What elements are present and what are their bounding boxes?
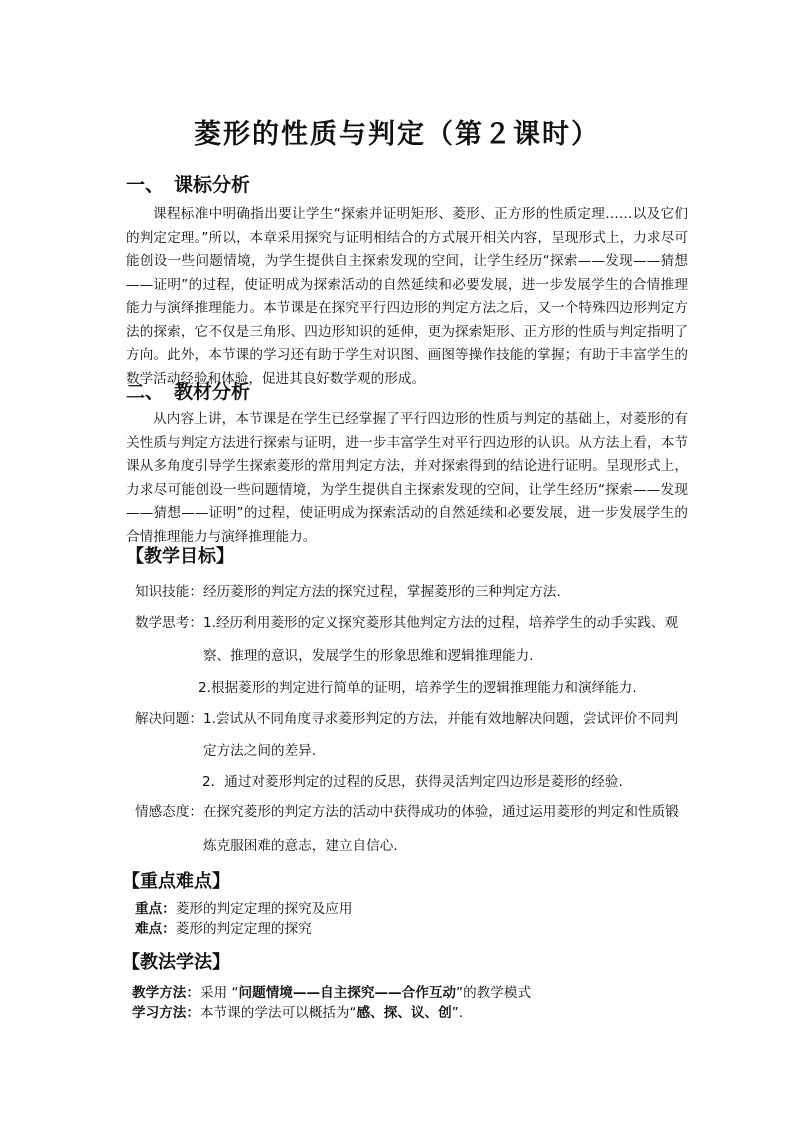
- goal-problem-cont: 定方法之间的差异.: [203, 743, 317, 759]
- teaching-method-row: [132, 983, 531, 1003]
- goal-attitude: [135, 802, 679, 822]
- teaching-method-post: ”的教学模式: [456, 985, 532, 1001]
- goal-thinking: [135, 613, 678, 633]
- page-title: 菱形的性质与判定（第２课时）: [194, 119, 600, 150]
- key-point-text: 菱形的判定定理的探究及应用: [175, 901, 353, 917]
- goal-thinking-cont: 察、推理的意识，发展学生的形象思维和逻辑推理能力.: [203, 648, 534, 664]
- section-title: 教材分析: [174, 381, 251, 403]
- section-heading-textbook: [126, 377, 250, 404]
- section-number: 二、: [126, 381, 165, 403]
- goal-label: 情感态度：: [135, 804, 203, 820]
- goal-problem-2: 2．通过对菱形判定的过程的反思，获得灵活判定四边形是菱形的经验.: [202, 774, 623, 790]
- difficult-point-label: 难点：: [135, 921, 176, 937]
- teaching-method-label: 教学方法：: [132, 985, 200, 1001]
- goals-heading: 【教学目标】: [126, 546, 234, 567]
- goal-knowledge: [135, 582, 561, 602]
- goal-text: 1.尝试从不同角度寻求菱形判定的方法，并能有效地解决问题，尝试评价不同判: [202, 711, 679, 727]
- methods-heading: 【教法学法】: [122, 952, 230, 973]
- goal-attitude-cont: 炼克服困难的意志，建立自信心.: [203, 838, 398, 854]
- section-number: 一、: [126, 174, 165, 196]
- goal-thinking-2: 2.根据菱形的判定进行简单的证明，培养学生的逻辑推理能力和演绎能力.: [198, 680, 637, 696]
- key-point-row: [135, 899, 353, 919]
- textbook-paragraph: 从内容上讲，本节课是在学生已经掌握了平行四边形的性质与判定的基础上，对菱形的有关性质与判定方法进行探索与证明，进一步丰富学生对平行四边形的认识。从方法上看，本节课从多角度引导学生探索菱形的常用判定方法，并对探索得到的结论进行证明。呈现形式上，力求尽可能创设一些问题情境，为学生提供自主探索发现的空间，让学生经历“探索——发现——猜想——证明”的过程，使证明成为探索活动的自然延续和必要发展，进一步发展学生的合情推理能力与演绎推理能力。: [126, 411, 688, 545]
- difficult-point-text: 菱形的判定定理的探究: [175, 921, 312, 937]
- learning-method-post: ”.: [451, 1005, 464, 1021]
- learning-method-pre: 本节课的学法可以概括为“: [199, 1005, 357, 1021]
- goal-text: 1.经历利用菱形的定义探究菱形其他判定方法的过程，培养学生的动手实践、观: [202, 615, 679, 631]
- learning-method-label: 学习方法：: [132, 1005, 200, 1021]
- goal-label: 数学思考：: [135, 615, 203, 631]
- section-heading-curriculum: [126, 170, 250, 197]
- learning-words: 感、探、议、创: [356, 1005, 452, 1021]
- keypoints-heading: 【重点难点】: [122, 871, 230, 892]
- teaching-method-pre: 采用 “: [199, 985, 239, 1001]
- learning-method-row: [132, 1003, 463, 1023]
- goal-text: 在探究菱形的判定方法的活动中获得成功的体验，通过运用菱形的判定和性质锻: [202, 804, 679, 820]
- difficult-point-row: [135, 919, 312, 939]
- goal-label: 解决问题：: [135, 711, 203, 727]
- goal-text: 经历菱形的判定方法的探究过程，掌握菱形的三种判定方法.: [202, 584, 561, 600]
- section-title: 课标分析: [174, 174, 251, 196]
- key-point-label: 重点：: [135, 901, 176, 917]
- goal-label: 知识技能：: [135, 584, 203, 600]
- curriculum-paragraph: 课程标准中明确指出要让学生“探索并证明矩形、菱形、正方形的性质定理……以及它们的判定定理。”所以，本章采用探究与证明相结合的方式展开相关内容，呈现形式上，力求尽可能创设一些问题情境，为学生提供自主探索发现的空间，让学生经历“探索——发现——猜想——证明”的过程，使证明成为探索活动的自然延续和必要发展，进一步发展学生的合情推理能力与演绎推理能力。本节课是在探究平行四边形的判定方法之后，又一个特殊四边形判定方法的探索，它不仅是三角形、四边形知识的延伸，更为探索矩形、正方形的性质与判定指明了方向。此外，本节课的学习还有助于学生对识图、画图等操作技能的掌握；有助于丰富学生的数学活动经验和体验，促进其良好数学观的形成。: [126, 206, 688, 387]
- teaching-mode: 问题情境——自主探究——合作互动: [238, 985, 457, 1001]
- goal-problem: [135, 709, 678, 729]
